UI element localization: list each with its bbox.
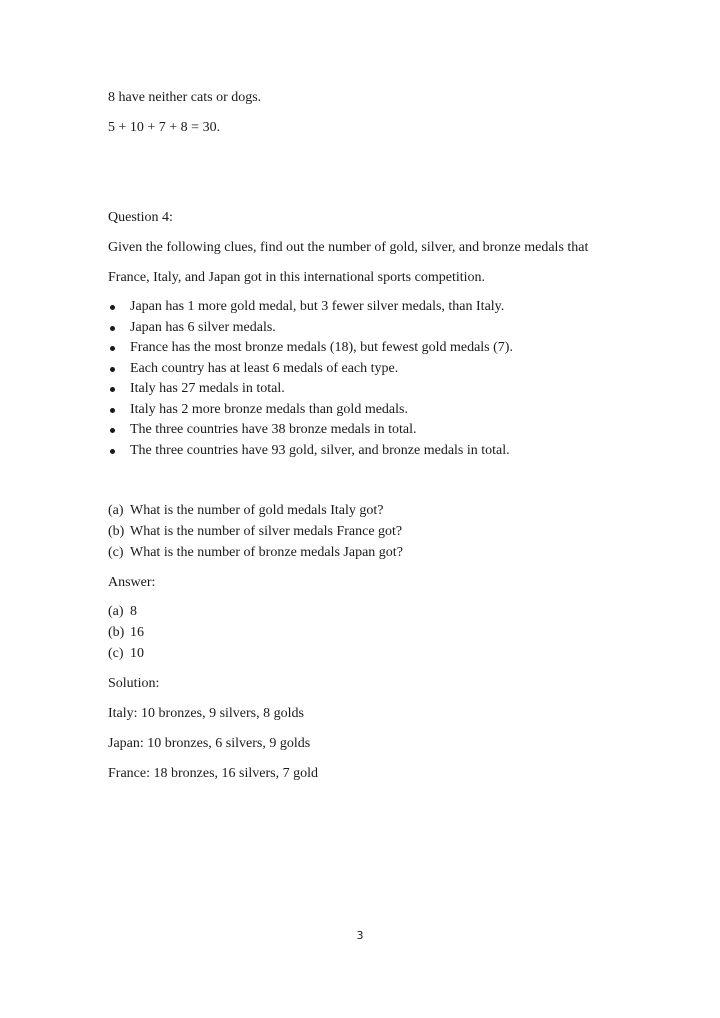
answer-value: 16 xyxy=(130,625,144,640)
bullet-icon xyxy=(110,326,115,331)
answer-item-b xyxy=(108,625,144,641)
solution-italy: Italy: 10 bronzes, 9 silvers, 8 golds xyxy=(108,706,304,721)
bullet-icon xyxy=(110,305,115,310)
part-text: What is the number of bronze medals Japan got? xyxy=(130,545,403,560)
part-text: What is the number of silver medals France got? xyxy=(130,524,403,539)
clue-text: Each country has at least 6 medals of each type. xyxy=(130,360,399,376)
list-item xyxy=(108,422,513,443)
part-mark: (b) xyxy=(108,524,125,539)
answer-item-c xyxy=(108,646,144,662)
answer-item-a xyxy=(108,604,137,620)
clue-text: France has the most bronze medals (18), but fewest gold medals (7). xyxy=(130,340,513,355)
answer-heading: Answer: xyxy=(108,575,156,590)
clue-text: The three countries have 38 bronze medals in total. xyxy=(130,422,417,437)
solution-france: France: 18 bronzes, 16 silvers, 7 gold xyxy=(108,766,318,781)
clue-text: Italy has 2 more bronze medals than gold medals. xyxy=(130,401,408,417)
list-item xyxy=(108,381,513,402)
bullet-icon xyxy=(110,408,115,413)
list-item xyxy=(108,299,513,320)
question-part-c xyxy=(108,545,403,561)
clue-list xyxy=(108,299,513,463)
answer-value: 8 xyxy=(130,604,137,619)
part-mark: (a) xyxy=(108,503,124,518)
question-part-a xyxy=(108,503,384,519)
list-item xyxy=(108,340,513,361)
list-item xyxy=(108,402,513,423)
page-number: 3 xyxy=(356,929,364,942)
answer-mark: (c) xyxy=(108,646,124,661)
clue-text: Japan has 6 silver medals. xyxy=(130,319,276,335)
intro-line-1: 8 have neither cats or dogs. xyxy=(108,90,262,105)
bullet-icon xyxy=(110,428,115,433)
bullet-icon xyxy=(110,449,115,454)
bullet-icon xyxy=(110,367,115,372)
list-item xyxy=(108,320,513,341)
bullet-icon xyxy=(110,346,115,351)
question-part-b xyxy=(108,524,402,540)
part-text: What is the number of gold medals Italy got? xyxy=(130,503,384,518)
question-prompt-line-2: France, Italy, and Japan got in this international sports competition. xyxy=(108,270,486,285)
part-mark: (c) xyxy=(108,545,124,560)
question-prompt-line-1: Given the following clues, find out the number of gold, silver, and bronze medals that xyxy=(108,240,589,255)
intro-line-2: 5 + 10 + 7 + 8 = 30. xyxy=(108,120,221,135)
clue-text: Italy has 27 medals in total. xyxy=(130,381,285,396)
answer-mark: (b) xyxy=(108,625,125,640)
bullet-icon xyxy=(110,387,115,392)
clue-text: The three countries have 93 gold, silver, and bronze medals in total. xyxy=(130,442,510,458)
list-item xyxy=(108,361,513,382)
question-heading: Question 4: xyxy=(108,210,173,225)
list-item xyxy=(108,443,513,464)
clue-text: Japan has 1 more gold medal, but 3 fewer silver medals, than Italy. xyxy=(130,299,505,314)
solution-heading: Solution: xyxy=(108,676,160,691)
answer-mark: (a) xyxy=(108,604,124,619)
answer-value: 10 xyxy=(130,646,144,661)
solution-japan: Japan: 10 bronzes, 6 silvers, 9 golds xyxy=(108,736,311,751)
